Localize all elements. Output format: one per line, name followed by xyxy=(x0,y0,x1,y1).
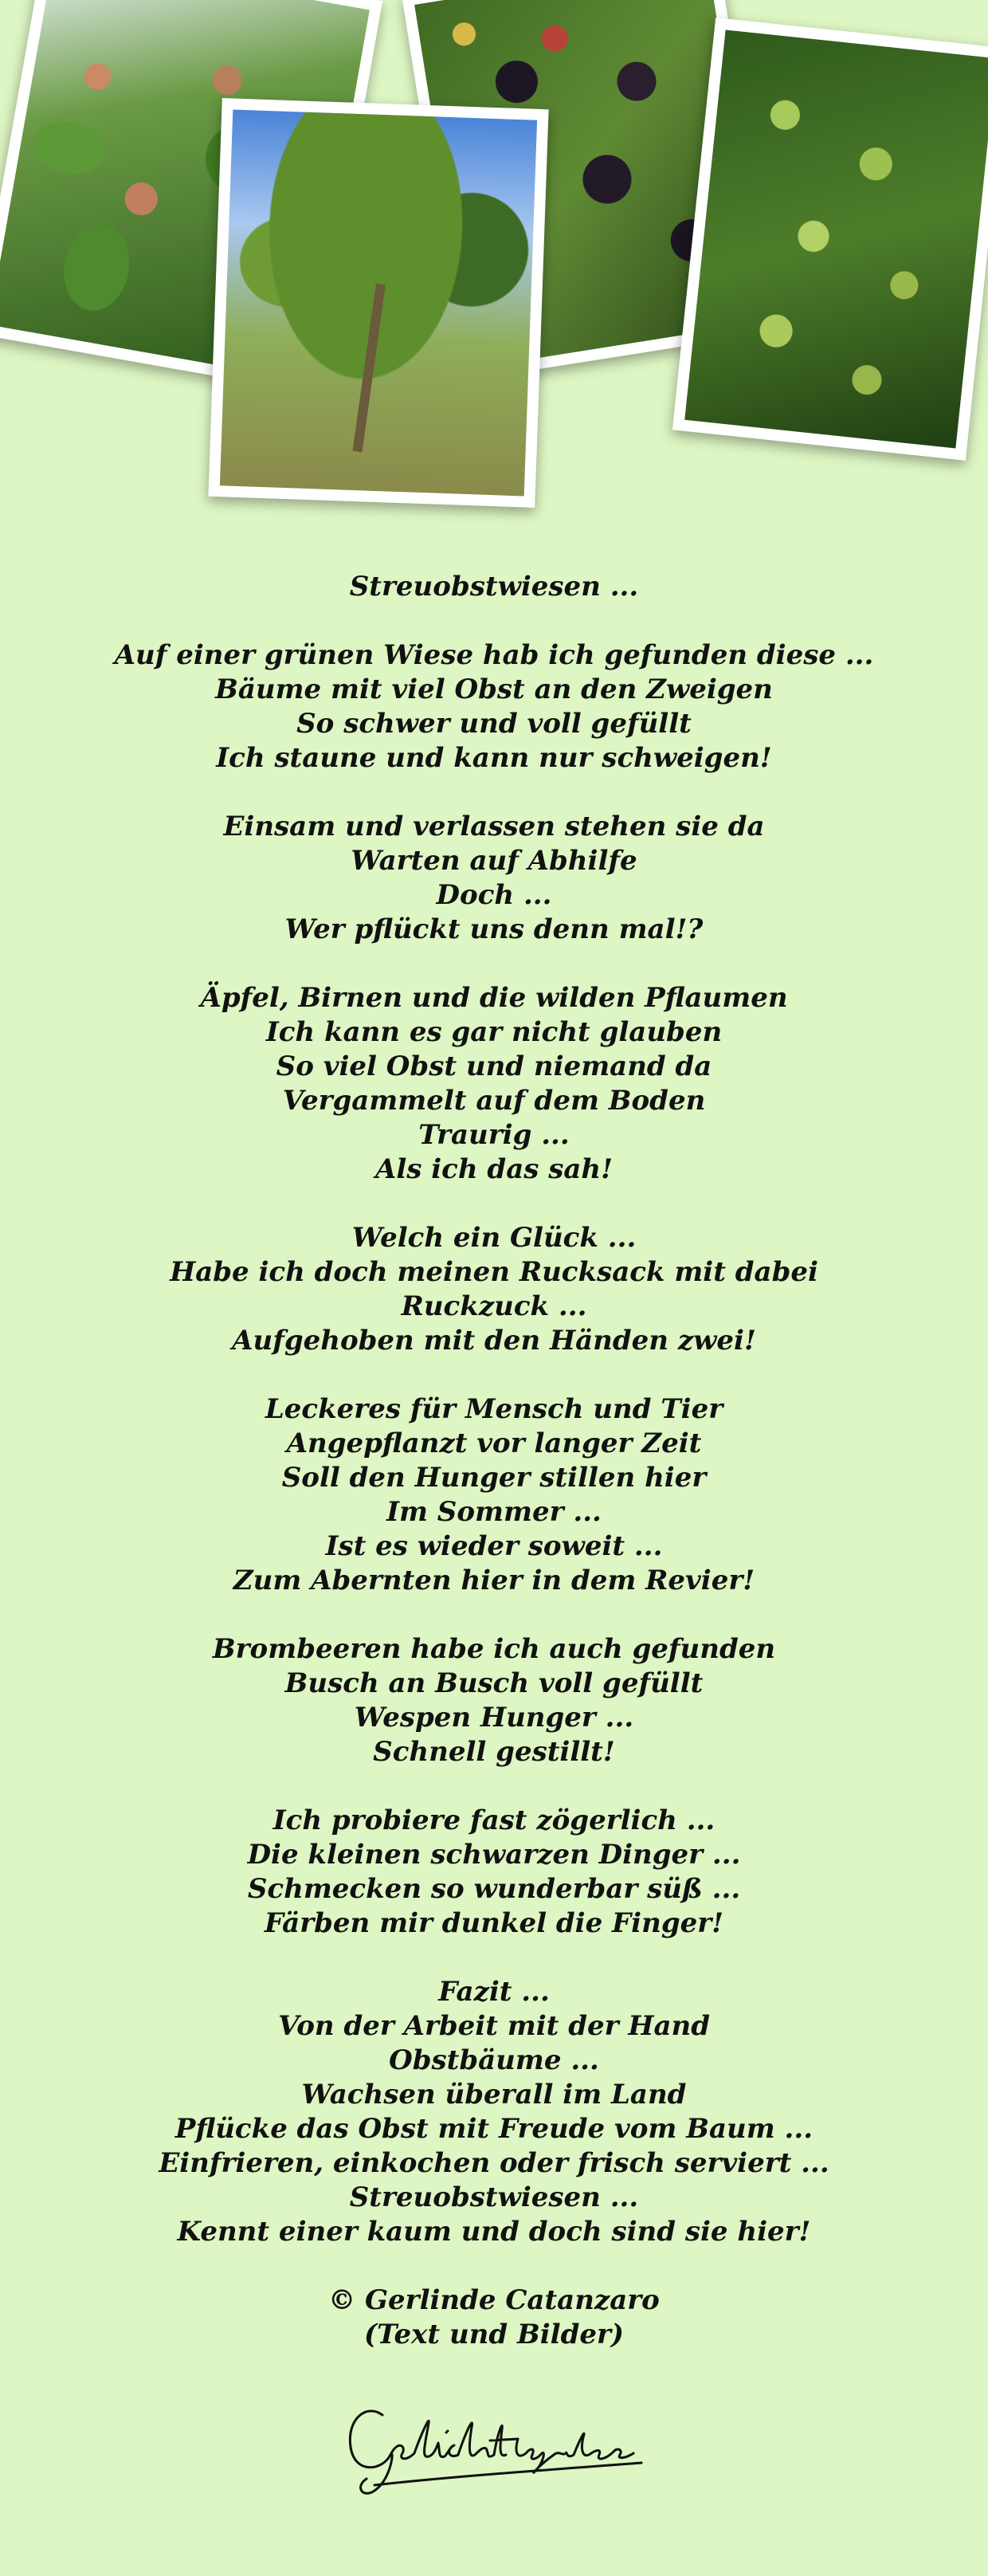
poem-line: Fazit ... xyxy=(438,1976,550,2008)
poem-line: Habe ich doch meinen Rucksack mit dabei xyxy=(170,1256,818,1288)
poem-line: Die kleinen schwarzen Dinger ... xyxy=(247,1839,741,1871)
poem-stanzas xyxy=(0,638,988,2249)
green-pears-image xyxy=(684,29,988,448)
poem-line: Leckeres für Mensch und Tier xyxy=(265,1393,723,1425)
signature-logo xyxy=(0,2383,988,2503)
poem-stanza xyxy=(0,1804,988,1941)
copyright xyxy=(0,2283,988,2352)
poem-stanza xyxy=(0,638,988,776)
poem-line: Auf einer grünen Wiese hab ich gefunden diese ... xyxy=(114,639,874,671)
copyright-line: © Gerlinde Catanzaro xyxy=(328,2284,660,2316)
poem-line: Von der Arbeit mit der Hand xyxy=(277,2010,711,2042)
photo-pears-right xyxy=(672,18,988,461)
poem-line: Einfrieren, einkochen oder frisch serviert ... xyxy=(159,2147,829,2179)
poem-line: Färben mir dunkel die Finger! xyxy=(264,1907,724,1939)
poem-stanza xyxy=(0,810,988,947)
poem-line: Ich kann es gar nicht glauben xyxy=(265,1016,723,1048)
poem-stanza xyxy=(0,1221,988,1358)
poem-line: Ich staune und kann nur schweigen! xyxy=(216,742,772,774)
poem-line: Vergammelt auf dem Boden xyxy=(282,1085,706,1117)
poem-line: Angepflanzt vor langer Zeit xyxy=(286,1427,702,1459)
poem-stanza xyxy=(0,1392,988,1598)
poem-stanza xyxy=(0,1632,988,1769)
poem-line: Einsam und verlassen stehen sie da xyxy=(223,811,765,842)
poem-line: Schnell gestillt! xyxy=(373,1736,615,1768)
poem-line: Wespen Hunger ... xyxy=(354,1702,634,1734)
poem-line: Soll den Hunger stillen hier xyxy=(281,1462,707,1494)
poem-line: Bäume mit viel Obst an den Zweigen xyxy=(215,673,773,705)
poem-title: Streuobstwiesen ... xyxy=(349,571,639,603)
poem-line: Ruckzuck ... xyxy=(401,1290,587,1322)
poem-line: Traurig ... xyxy=(418,1119,570,1151)
copyright-line: (Text und Bilder) xyxy=(364,2319,624,2350)
poem-line: Obstbäume ... xyxy=(389,2044,599,2076)
poem-line: Warten auf Abhilfe xyxy=(351,845,637,877)
poem-stanza xyxy=(0,981,988,1187)
poem-line: So schwer und voll gefüllt xyxy=(296,708,692,740)
poem-line: Pflücke das Obst mit Freude vom Baum ... xyxy=(174,2113,814,2145)
poem-line: Wer pflückt uns denn mal!? xyxy=(284,913,704,945)
poem-line: Busch an Busch voll gefüllt xyxy=(284,1667,704,1699)
poem-line: Ist es wieder soweit ... xyxy=(325,1530,663,1562)
poem-line: Im Sommer ... xyxy=(386,1496,602,1528)
poem-line: Als ich das sah! xyxy=(374,1153,614,1185)
signature-graphic xyxy=(327,2383,661,2503)
poem-line: Wachsen überall im Land xyxy=(301,2079,687,2111)
poem-line: Äpfel, Birnen und die wilden Pflaumen xyxy=(200,982,788,1014)
poem-line: Brombeeren habe ich auch gefunden xyxy=(212,1633,776,1665)
photo-tree xyxy=(208,98,548,508)
poem-line: So viel Obst und niemand da xyxy=(276,1050,712,1082)
poem-line: Streuobstwiesen ... xyxy=(349,2181,639,2213)
poem-line: Schmecken so wunderbar süß ... xyxy=(247,1873,741,1905)
poem-line: Doch ... xyxy=(436,879,552,911)
poem-line: Zum Abernten hier in dem Revier! xyxy=(233,1565,755,1596)
poem xyxy=(0,570,988,2352)
poem-line: Aufgehoben mit den Händen zwei! xyxy=(232,1325,756,1357)
poem-line: Kennt einer kaum und doch sind sie hier! xyxy=(177,2216,811,2248)
meadow-tree-image xyxy=(220,109,537,496)
photo-collage xyxy=(0,0,988,526)
poem-stanza xyxy=(0,1975,988,2249)
poem-line: Welch ein Glück ... xyxy=(351,1222,637,1254)
poem-line: Ich probiere fast zögerlich ... xyxy=(272,1804,716,1836)
